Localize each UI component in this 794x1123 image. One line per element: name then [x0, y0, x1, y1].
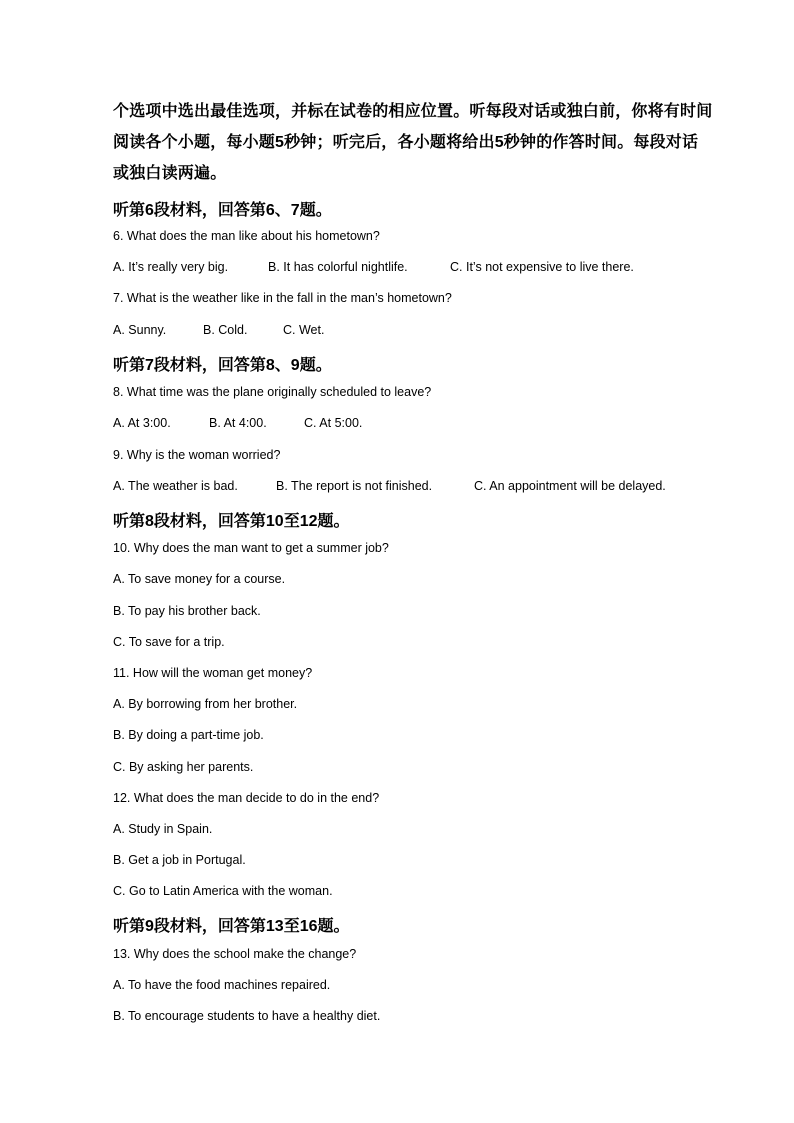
option-7c: C. Wet.: [283, 323, 325, 337]
option-11a: A. By borrowing from her brother.: [113, 697, 298, 711]
instructions-line: 阅读各个小题，每小题5秒钟；听完后，各小题将给出5秒钟的作答时间。每段对话: [113, 134, 699, 151]
option-6b: B. It has colorful nightlife.: [268, 260, 408, 274]
option-10b: B. To pay his brother back.: [113, 604, 261, 618]
instructions-line: 个选项中选出最佳选项，并标在试卷的相应位置。听每段对话或独白前，你将有时间: [113, 103, 713, 120]
option-11c: C. By asking her parents.: [113, 760, 254, 774]
option-10a: A. To save money for a course.: [113, 572, 286, 586]
option-12a: A. Study in Spain.: [113, 822, 213, 836]
question-7: 7. What is the weather like in the fall in the man’s hometown?: [113, 291, 452, 305]
option-9a: A. The weather is bad.: [113, 479, 238, 493]
question-6: 6. What does the man like about his hometown?: [113, 229, 380, 243]
option-6a: A. It’s really very big.: [113, 260, 229, 274]
instructions-paragraph: [113, 96, 713, 189]
question-13: 13. Why does the school make the change?: [113, 947, 357, 961]
question-12: 12. What does the man decide to do in the end?: [113, 791, 380, 805]
option-9c: C. An appointment will be delayed.: [474, 479, 666, 493]
question-9: 9. Why is the woman worried?: [113, 448, 281, 462]
option-9b: B. The report is not finished.: [276, 479, 433, 493]
section-heading-9: 听第9段材料，回答第13至16题。: [113, 918, 350, 935]
option-12c: C. Go to Latin America with the woman.: [113, 884, 333, 898]
option-13a: A. To have the food machines repaired.: [113, 978, 331, 992]
option-8b: B. At 4:00.: [209, 416, 267, 430]
option-12b: B. Get a job in Portugal.: [113, 853, 246, 867]
section-heading-6: 听第6段材料，回答第6、7题。: [113, 202, 332, 219]
question-10: 10. Why does the man want to get a summer job?: [113, 541, 389, 555]
option-13b: B. To encourage students to have a healthy diet.: [113, 1009, 381, 1023]
option-8c: C. At 5:00.: [304, 416, 363, 430]
section-heading-8: 听第8段材料，回答第10至12题。: [113, 513, 350, 530]
option-6c: C. It’s not expensive to live there.: [450, 260, 634, 274]
option-11b: B. By doing a part-time job.: [113, 728, 264, 742]
question-8: 8. What time was the plane originally scheduled to leave?: [113, 385, 432, 399]
question-11: 11. How will the woman get money?: [113, 666, 313, 680]
option-7b: B. Cold.: [203, 323, 248, 337]
option-8a: A. At 3:00.: [113, 416, 171, 430]
section-heading-7: 听第7段材料，回答第8、9题。: [113, 357, 332, 374]
instructions-line: 或独白读两遍。: [113, 165, 227, 182]
option-10c: C. To save for a trip.: [113, 635, 225, 649]
option-7a: A. Sunny.: [113, 323, 167, 337]
